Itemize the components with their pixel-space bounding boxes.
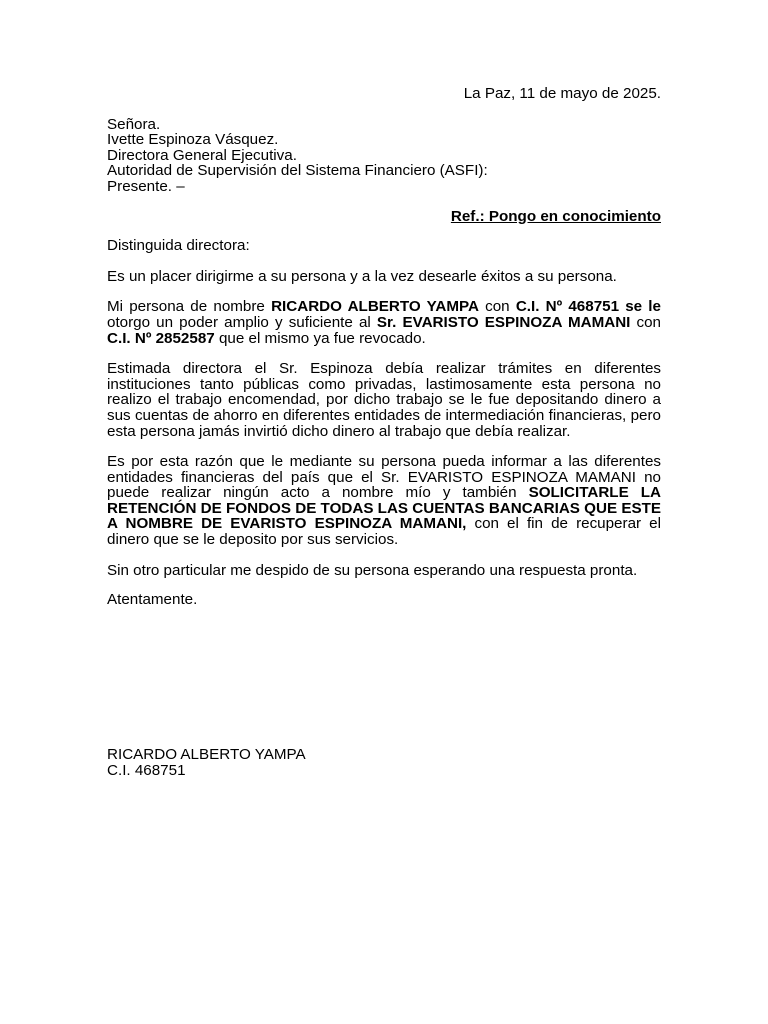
addressee-presente: Presente. – bbox=[107, 177, 185, 195]
addressee-name: Ivette Espinoza Vásquez. bbox=[107, 131, 279, 149]
closing: Atentamente. bbox=[107, 591, 198, 609]
paragraph-situation: Estimada directora el Sr. Espinoza debía realizar trámites en diferentes instituciones tanto públicas como privadas, lastimosamente esta persona no realizo el trabajo encomendad, por dicho trabajo se le fue depositando dinero a sus cuentas de ahorro en diferentes entidades de intermediación financieras, pero esta persona jamás invirtió dicho dinero al trabajo que debía realizar. bbox=[107, 360, 661, 440]
paragraph-farewell: Sin otro particular me despido de su persona esperando una respuesta pronta. bbox=[107, 561, 638, 579]
signature-block bbox=[107, 747, 306, 778]
greeting: Distinguida directora: bbox=[107, 237, 250, 255]
addressee-salutation-title: Señora. bbox=[107, 115, 161, 133]
p2-bold-agent-id: C.I. Nº 2852587 bbox=[107, 329, 215, 347]
p2-text-4: con bbox=[630, 313, 662, 331]
paragraph-intro: Es un placer dirigirme a su persona y a la vez desearle éxitos a su persona. bbox=[107, 267, 617, 285]
p4-text-1: Es por esta razón que le mediante su persona pueda informar a las diferentes entidades financieras del país que el Sr. EVARISTO ESPINOZA MAMANI no puede realizar ningún acto a nombre mío y también bbox=[107, 453, 661, 502]
p2-text-3: otorgo un poder amplio y suficiente al bbox=[107, 313, 377, 331]
p4-bold-request: SOLICITARLE LA RETENCIÓN DE FONDOS DE TODAS LAS CUENTAS BANCARIAS QUE ESTE A NOMBRE DE EVARISTO ESPINOZA MAMANI, bbox=[107, 484, 661, 533]
addressee-organization: Autoridad de Supervisión del Sistema Financiero (ASFI): bbox=[107, 162, 488, 180]
letter-date: La Paz, 11 de mayo de 2025. bbox=[463, 85, 661, 102]
p2-bold-grantor-name: RICARDO ALBERTO YAMPA bbox=[271, 298, 479, 316]
signature-id: C.I. 468751 bbox=[107, 761, 186, 779]
p2-text-1: Mi persona de nombre bbox=[107, 298, 272, 316]
reference-line: Ref.: Pongo en conocimiento bbox=[450, 207, 661, 225]
signature-name: RICARDO ALBERTO YAMPA bbox=[107, 746, 306, 763]
p2-text-2: con bbox=[478, 298, 516, 316]
letter-body bbox=[107, 86, 661, 608]
p2-bold-grantor-id: C.I. Nº 468751 se le bbox=[515, 298, 661, 316]
addressee-position: Directora General Ejecutiva. bbox=[107, 146, 297, 164]
p2-bold-agent-name: Sr. EVARISTO ESPINOZA MAMANI bbox=[376, 313, 631, 331]
p4-text-2: con el fin de recuperar el dinero que se le deposito por sus servicios. bbox=[107, 515, 661, 549]
p2-text-5: que el mismo ya fue revocado. bbox=[214, 329, 426, 347]
paragraph-request bbox=[107, 454, 661, 548]
paragraph-power-of-attorney bbox=[107, 299, 661, 346]
addressee-block bbox=[107, 117, 661, 195]
